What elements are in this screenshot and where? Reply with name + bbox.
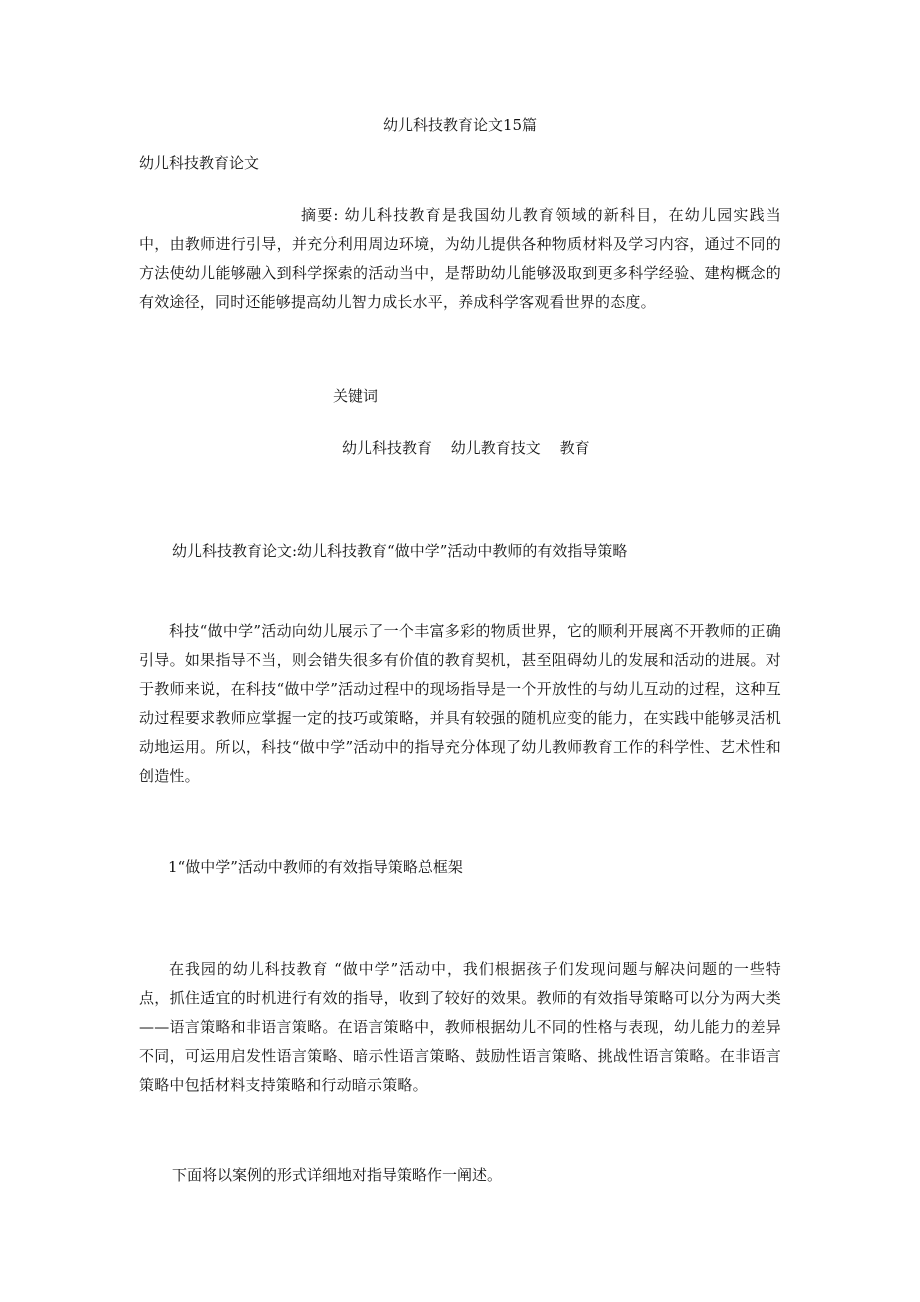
keyword-item: 教育	[559, 439, 590, 457]
body-paragraph-2: 在我园的幼儿科技教育 “做中学”活动中，我们根据孩子们发现问题与解决问题的一些特点，抓住适宜的时机进行有效的指导，收到了较好的效果。教师的有效指导策略可以分为两大类——语言策略和非语言策略。在语言策略中，教师根据幼儿不同的性格与表现，幼儿能力的差异不同，可运用启发性语言策略、暗示性语言策略、鼓励性语言策略、挑战性语言策略。在非语言策略中包括材料支持策略和行动暗示策略。	[139, 960, 781, 1094]
keyword-item: 幼儿科技教育	[342, 439, 433, 457]
keyword-item: 幼儿教育技文	[450, 439, 541, 457]
article-subtitle: 幼儿科技教育论文:幼儿科技教育“做中学”活动中教师的有效指导策略	[172, 542, 628, 560]
body-paragraph-1: 科技“做中学”活动向幼儿展示了一个丰富多彩的物质世界，它的顺利开展离不开教师的正确引导。如果指导不当，则会错失很多有价值的教育契机，甚至阻碍幼儿的发展和活动的进展。对于教师来说，在科技“做中学”活动过程中的现场指导是一个开放性的与幼儿互动的过程，这种互动过程要求教师应掌握一定的技巧或策略，并具有较强的随机应变的能力，在实践中能够灵活机动地运用。所以，科技“做中学”活动中的指导充分体现了幼儿教师教育工作的科学性、艺术性和创造性。	[139, 622, 781, 785]
section-label: 幼儿科技教育论文	[139, 154, 260, 172]
keywords-row	[342, 438, 604, 458]
closing-sentence: 下面将以案例的形式详细地对指导策略作一阐述。	[172, 1166, 503, 1184]
keywords-label: 关键词	[333, 387, 379, 405]
document-title: 幼儿科技教育论文15篇	[382, 116, 538, 134]
section-heading-1: 1“做中学”活动中教师的有效指导策略总框架	[168, 858, 463, 876]
abstract-paragraph: 摘要: 幼儿科技教育是我国幼儿教育领域的新科目，在幼儿园实践当中，由教师进行引导，并充分利用周边环境，为幼儿提供各种物质材料及学习内容，通过不同的方法使幼儿能够融入到科学探索的活动当中，是帮助幼儿能够汲取到更多科学经验、建构概念的有效途径，同时还能够提高幼儿智力成长水平，养成科学客观看世界的态度。	[139, 206, 781, 311]
